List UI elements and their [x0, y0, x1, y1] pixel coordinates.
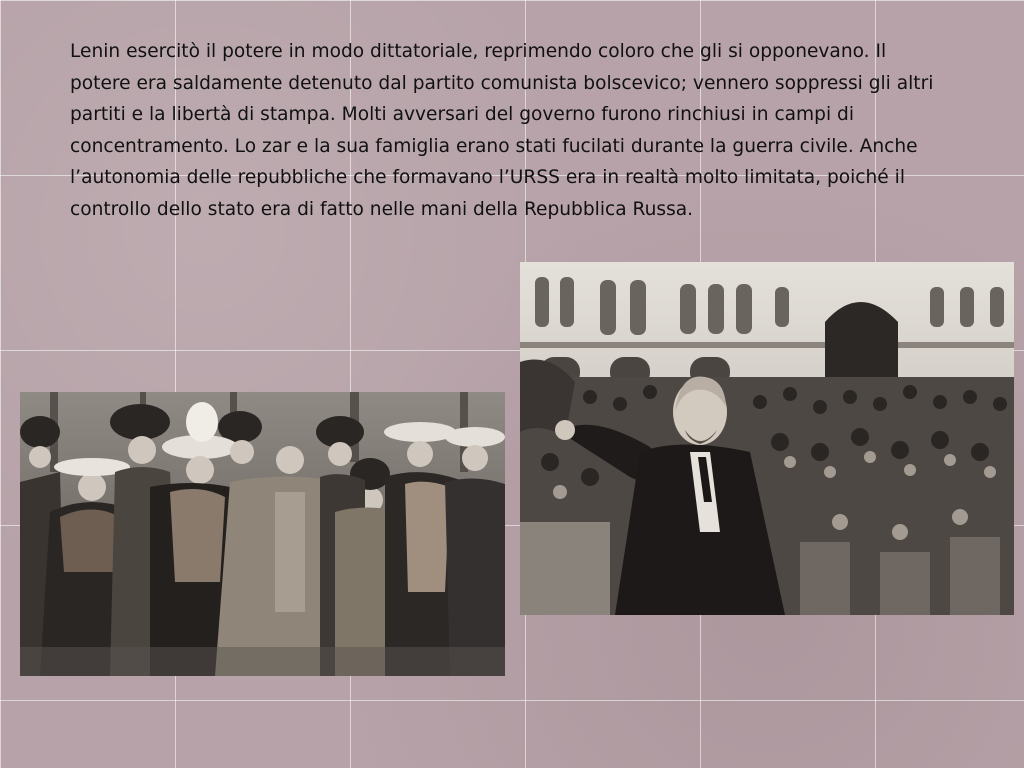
- family-group-photo: [20, 392, 505, 676]
- lenin-speech-photo: [520, 262, 1014, 615]
- slide-paragraph: Lenin esercitò il potere in modo dittatoriale, reprimendo coloro che gli si opponevano. Il potere era saldamente detenuto dal partito comunista bolscevico; vennero soppressi gli altri partiti e la libertà di stampa. Molti avversari del governo furono rinchiusi in campi di concentramento. Lo zar e la sua famiglia erano stati fucilati durante la guerra civile. Anche l’autonomia delle repubbliche che formavano l’URSS era in realtà molto limitata, poiché il controllo dello stato era di fatto nelle mani della Repubblica Russa.: [70, 41, 934, 220]
